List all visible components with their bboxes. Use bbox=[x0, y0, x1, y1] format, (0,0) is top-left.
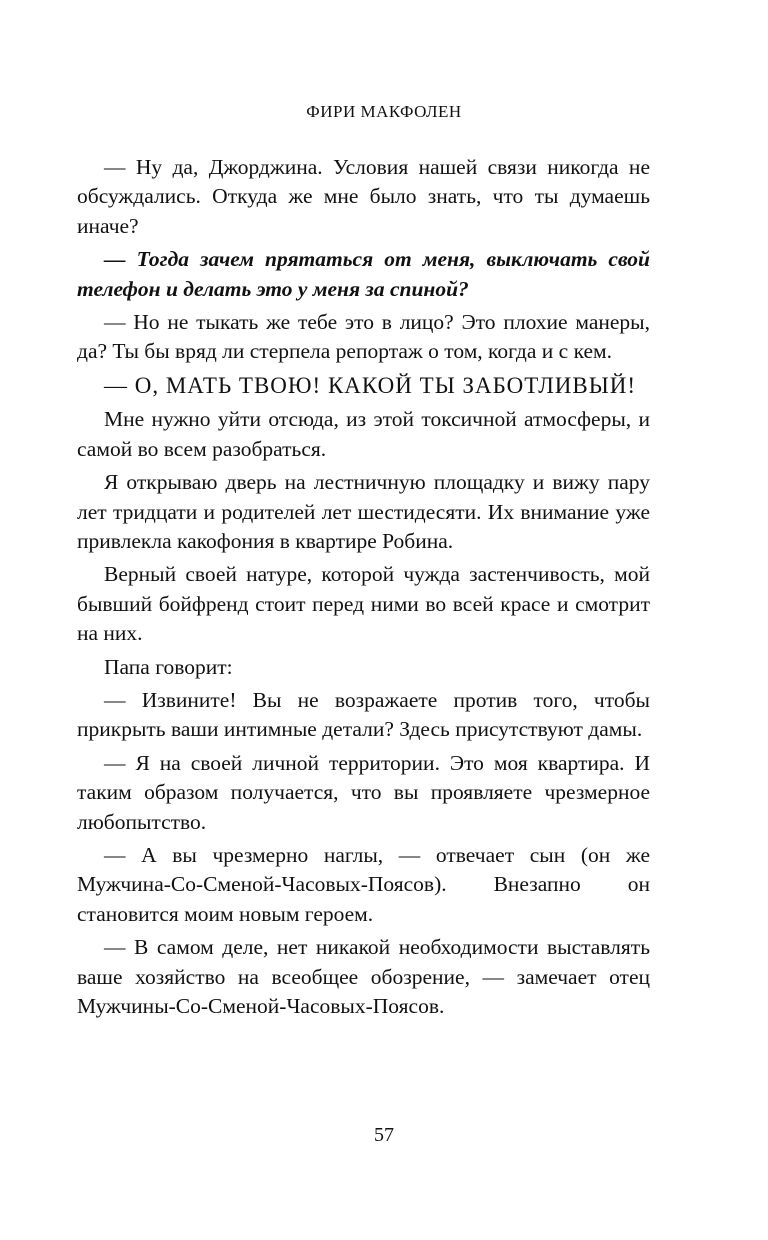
paragraph: Папа говорит: bbox=[104, 654, 233, 679]
page-number: 57 bbox=[374, 1124, 394, 1146]
paragraph: — О, МАТЬ ТВОЮ! КАКОЙ ТЫ ЗАБОТЛИВЫЙ! bbox=[104, 372, 637, 398]
paragraph: — Извините! Вы не возражаете против того, чтобы прикрыть ваши интимные детали? Здесь присутствуют дамы. bbox=[77, 688, 650, 742]
paragraph: — Ну да, Джорджина. Условия нашей связи никогда не обсуждались. Откуда же мне было знать, что ты думаешь иначе? bbox=[77, 155, 650, 238]
paragraph: — В самом деле, нет никакой необходимости выставлять ваше хозяйство на всеобщее обозрение, — замечает отец Мужчины-Со-Сменой-Часовых-Поясов. bbox=[77, 935, 650, 1019]
running-head: ФИРИ МАКФОЛЕН bbox=[306, 102, 462, 121]
paragraph: Я открываю дверь на лестничную площадку и вижу пару лет тридцати и родителей лет шестидесяти. Их внимание уже привлекла какофония в квартире Робина. bbox=[77, 470, 650, 553]
paragraph: — Тогда зачем прятаться от меня, выключать свой телефон и делать это у меня за спиной? bbox=[77, 247, 650, 301]
paragraph: Мне нужно уйти отсюда, из этой токсичной атмосферы, и самой во всем разобраться. bbox=[77, 407, 650, 461]
body-text bbox=[77, 153, 650, 1025]
paragraph: — А вы чрезмерно наглы, — отвечает сын (он же Мужчина-Со-Сменой-Часовых-Поясов). Внезапно он становится моим новым героем. bbox=[77, 843, 650, 926]
paragraph: — Я на своей личной территории. Это моя квартира. И таким образом получается, что вы проявляете чрезмерное любопытство. bbox=[77, 750, 650, 834]
paragraph: Верный своей натуре, которой чужда застенчивость, мой бывший бойфренд стоит перед ними во всей красе и смотрит на них. bbox=[77, 562, 650, 646]
paragraph: — Но не тыкать же тебе это в лицо? Это плохие манеры, да? Ты бы вряд ли стерпела репортаж о том, когда и с кем. bbox=[77, 310, 650, 364]
